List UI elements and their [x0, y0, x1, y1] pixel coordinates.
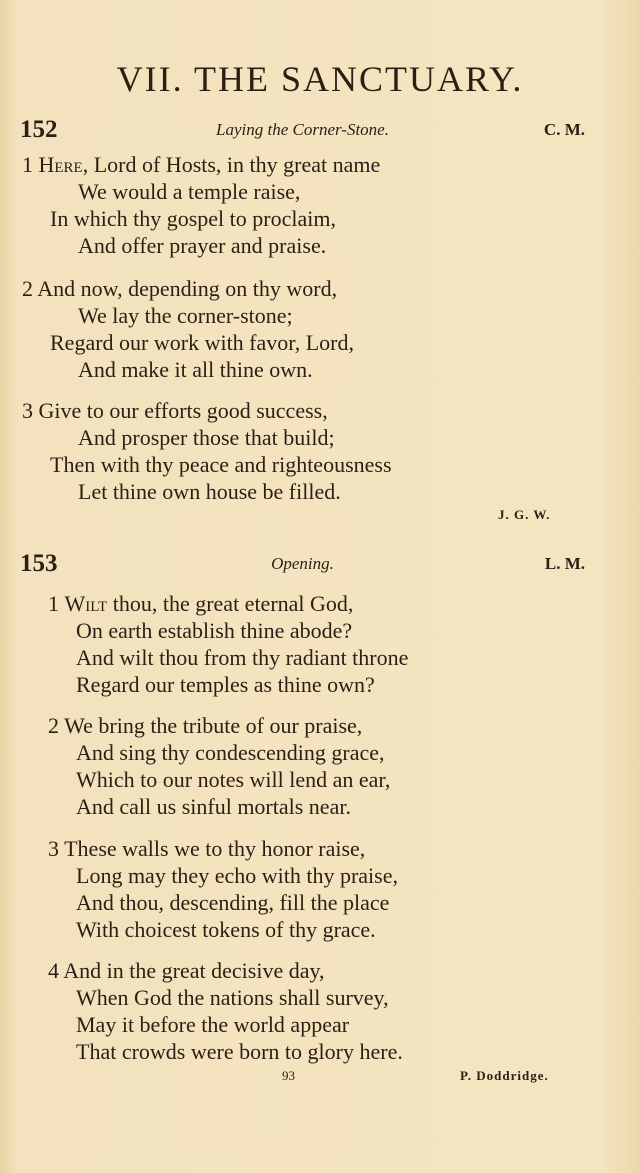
stanza-line: We would a temple raise,	[78, 179, 301, 204]
stanza-line: 4 And in the great decisive day,	[48, 958, 325, 983]
stanza-line: May it before the world appear	[76, 1012, 350, 1037]
stanza-first-word: Here,	[38, 152, 89, 177]
stanza-line: And thou, descending, fill the place	[76, 890, 390, 915]
hymn-meter: C. M.	[543, 120, 585, 139]
stanza-line: Long may they echo with thy praise,	[76, 863, 398, 888]
stanza-line: When God the nations shall survey,	[76, 985, 389, 1010]
stanza-line: That crowds were born to glory here.	[76, 1039, 403, 1064]
stanza-line: 3 Give to our efforts good success,	[22, 398, 328, 423]
stanza-line: In which thy gospel to proclaim,	[50, 206, 336, 231]
stanza-line: 1 Wilt thou, the great eternal God,	[48, 591, 354, 616]
stanza-line: 2 And now, depending on thy word,	[22, 276, 338, 301]
stanza-line: Regard our work with favor, Lord,	[50, 330, 354, 355]
hymn-subtitle: Laying the Corner-Stone.	[216, 120, 389, 139]
stanza-line: 3 These walls we to thy honor raise,	[48, 836, 366, 861]
stanza-number: 4	[48, 958, 59, 983]
stanza-number: 3	[22, 398, 33, 423]
stanza-line: Regard our temples as thine own?	[76, 672, 375, 697]
stanza-number: 1	[48, 591, 59, 616]
stanza-line: Let thine own house be filled.	[78, 479, 341, 504]
hymn-subtitle: Opening.	[271, 554, 334, 573]
hymn-153-header	[20, 550, 585, 580]
hymn-number: 152	[20, 116, 58, 143]
stanza-line: And sing thy condescending grace,	[76, 740, 385, 765]
hymn-number: 153	[20, 550, 58, 577]
stanza-line: We lay the corner-stone;	[78, 303, 293, 328]
stanza-line: And call us sinful mortals near.	[76, 794, 351, 819]
hymn-meter: L. M.	[544, 554, 585, 573]
stanza-line: And offer prayer and praise.	[78, 233, 327, 258]
stanza-line: And prosper those that build;	[78, 425, 335, 450]
hymn-author: P. Doddridge.	[460, 1068, 549, 1083]
hymn-152-header	[20, 116, 585, 146]
hymn-author: J. G. W.	[498, 507, 551, 522]
stanza-line: Then with thy peace and righteousness	[50, 452, 392, 477]
stanza-number: 3	[48, 836, 59, 861]
stanza-first-word: Wilt	[64, 591, 108, 616]
section-title: VII. THE SANCTUARY.	[116, 59, 524, 99]
stanza-number: 1	[22, 152, 33, 177]
stanza-line: Which to our notes will lend an ear,	[76, 767, 391, 792]
stanza-number: 2	[48, 713, 59, 738]
stanza-line: 2 We bring the tribute of our praise,	[48, 713, 363, 738]
stanza-line: And make it all thine own.	[78, 357, 313, 382]
stanza-line: With choicest tokens of thy grace.	[76, 917, 376, 942]
page-number: 93	[282, 1068, 295, 1083]
stanza-line: And wilt thou from thy radiant throne	[76, 645, 409, 670]
stanza-number: 2	[22, 276, 33, 301]
stanza-line: 1 Here, Lord of Hosts, in thy great name	[22, 152, 381, 177]
stanza-line: On earth establish thine abode?	[76, 618, 353, 643]
